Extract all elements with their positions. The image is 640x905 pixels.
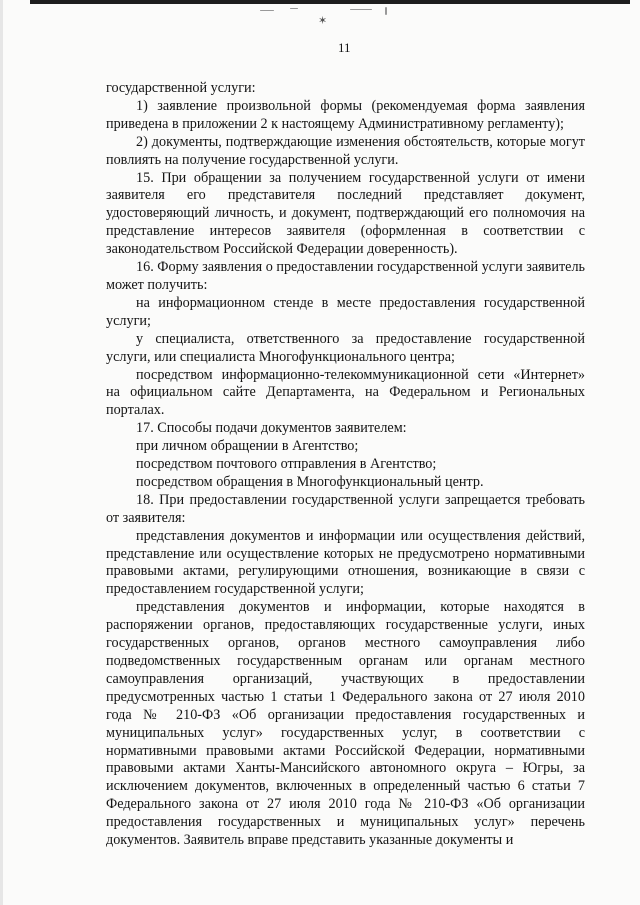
scan-mark-icon: ✶ — [318, 14, 328, 27]
paragraph: посредством информационно-телекоммуникационной сети «Интернет» на официальном сайте Департамента, на Федеральном и Региональных порталах. — [106, 366, 585, 419]
scan-edge-left — [0, 0, 3, 905]
paragraph: при личном обращении в Агентство; — [136, 438, 359, 455]
paragraph: 18. При предоставлении государственной услуги запрещается требовать от заявителя: — [106, 491, 585, 526]
paragraph: представления документов и информации или осуществления действий, представление или осуществление которых не предусмотрено нормативными правовыми актами, регулирующими отношения, возникающие в связи с предоставлением государственной услуги; — [106, 527, 585, 598]
paragraph: представления документов и информации, которые находятся в распоряжении органов, предоставляющих государственные услуги, иных государственных органов, органов местного самоуправления либо подведомственных государственным органам или органам местного самоуправления организаций, участвующих в предоставлении предусмотренных частью 1 статьи 1 Федерального закона от 27 июля 2010 года № 210-ФЗ «Об организации предоставления государственных и муниципальных услуг» государственных услуг, в соответствии с нормативными правовыми актами Российской Федерации, нормативными правовыми актами Ханты-Мансийского автономного округа – Югры, за исключением документов, включенных в определенный частью 6 статьи 7 Федерального закона от 27 июля 2010 года № 210-ФЗ «Об организации предоставления государственных и муниципальных услуг» перечень документов. Заявитель вправе представить указанные документы и — [106, 599, 585, 849]
paragraph: посредством обращения в Многофункциональный центр. — [136, 473, 484, 490]
paragraph: 16. Форму заявления о предоставлении государственной услуги заявитель может получить: — [106, 259, 585, 293]
paragraph: у специалиста, ответственного за предоставление государственной услуги, или специалиста Многофункционального центра; — [106, 330, 585, 365]
paragraph: 2) документы, подтверждающие изменения обстоятельств, которые могут повлиять на получение государственной услуги. — [106, 133, 585, 168]
scan-speck — [260, 10, 274, 11]
document-body — [106, 80, 585, 850]
paragraph: посредством почтового отправления в Агентство; — [136, 456, 437, 473]
scan-speck — [290, 8, 298, 9]
page-number: 11 — [338, 40, 351, 55]
scan-speck — [385, 7, 387, 15]
paragraph: на информационном стенде в месте предоставления государственной услуги; — [106, 294, 585, 329]
scan-speck — [350, 9, 372, 10]
paragraph: государственной услуги: — [106, 80, 256, 96]
paragraph: 1) заявление произвольной формы (рекомендуемая форма заявления приведена в приложении 2 к настоящему Административному регламенту); — [106, 97, 585, 132]
scan-edge-top — [30, 0, 630, 4]
paragraph: 17. Способы подачи документов заявителем: — [136, 420, 407, 437]
paragraph: 15. При обращении за получением государственной услуги от имени заявителя его представителя последний представляет документ, удостоверяющий личность, и документ, подтверждающий его полномочия на представление интересов заявителя (оформленная в соответствии с законодательством Российской Федерации доверенность). — [106, 169, 585, 258]
